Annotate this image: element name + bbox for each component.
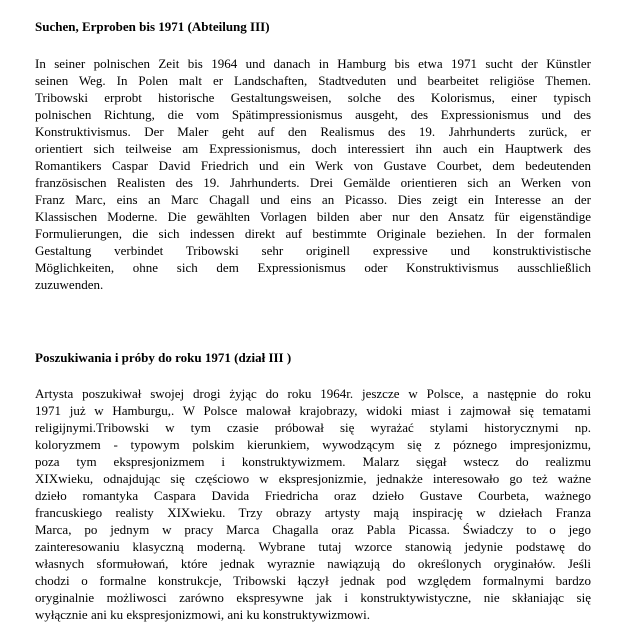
paragraph-line: zuzuwenden. xyxy=(35,277,104,292)
paragraph-line: Franz Marc, eins an Marc Chagall und eins an Picasso. Dies zeigt ein Interesse an der xyxy=(35,192,591,207)
paragraph-line: Artysta poszukiwał swojej drogi żyjąc do roku 1964r. jeszcze w Polsce, a następnie do roku xyxy=(35,386,591,401)
paragraph-line: francuskiego realisty XIXwieku. Trzy obrazy artysty mają inspirację w dziełach Franza xyxy=(35,505,591,520)
paragraph-line: Möglichkeiten, ohne sich dem Expressionismus oder Konstruktivismus ausschließlich xyxy=(35,260,591,275)
paragraph-line: Gestaltung verbindet Tribowski sehr originell expressive und konstruktivistische xyxy=(35,243,591,258)
paragraph-line: In seiner polnischen Zeit bis 1964 und danach in Hamburg bis etwa 1971 sucht der Künstler xyxy=(35,56,591,71)
paragraph-line: koloryzmem - typowym polskim kierunkiem, wywodzącym się z póznego impresjonizmu, xyxy=(35,437,591,452)
paragraph-line: własnych sformułowań, które jednak wyraznie nawiązują do określonych oryginałów. Jeśli xyxy=(35,556,591,571)
section-body-german xyxy=(35,55,591,293)
paragraph-line: dzieło romantyka Caspara Davida Friedricha oraz dzieło Gustave Courbeta, ważnego xyxy=(35,488,591,503)
section-heading-polish: Poszukiwania i próby do roku 1971 (dział III ) xyxy=(35,350,292,365)
paragraph-line: oryginalnie możliwosci zarówno ekspresywne jak i konstruktywistyczne, nie skłaniając się xyxy=(35,590,591,605)
paragraph-line: französischen Realisten des 19. Jahrhunderts. Drei Gemälde orientieren sich an Werken von xyxy=(35,175,591,190)
paragraph-line: Marca, po jednym w pracy Marca Chagalla oraz Pabla Picassa. Świadczy to o jego xyxy=(35,522,591,537)
paragraph-line: polnischen Richtung, die vom Spätimpressionismus ausgeht, des Expressionismus und des xyxy=(35,107,591,122)
paragraph-line: Formulierungen, die sich indessen direkt auf bestimmte Originale beziehen. In der formalen xyxy=(35,226,591,241)
section-heading-german: Suchen, Erproben bis 1971 (Abteilung III) xyxy=(35,19,270,34)
paragraph-line: seinen Weg. In Polen malt er Landschaften, Stadtveduten und bearbeitet religiöse Themen. xyxy=(35,73,591,88)
paragraph-line: Klassischen Moderne. Die gewählten Vorlagen bilden aber nur den Ansatz für eigenständige xyxy=(35,209,591,224)
paragraph-line: chodzi o formalne konstrukcje, Tribowski łączył jednak pod względem formalnymi bardzo xyxy=(35,573,591,588)
paragraph-line: Romantikers Caspar David Friedrich und ein Werk von Gustave Courbet, dem bedeutenden xyxy=(35,158,591,173)
paragraph-line: orientiert sich teilweise am Expressionismus, doch interessiert ihn auch ein Hauptwerk des xyxy=(35,141,591,156)
paragraph-line: XIXwieku, odnajdując się częściowo w ekspresjonizmie, jednakże interesowało go też ważne xyxy=(35,471,591,486)
paragraph-line: Tribowski erprobt historische Gestaltungsweisen, solche des Kolorismus, einer typisch xyxy=(35,90,591,105)
paragraph-line: 1971 już w Hamburgu,. W Polsce malował krajobrazy, widoki miast i zajmował się tematami xyxy=(35,403,591,418)
paragraph-line: poza tym ekspresjonizmem i konstruktywizmem. Malarz sięgał wstecz do realizmu xyxy=(35,454,591,469)
paragraph-line: Konstruktivismus. Der Maler geht auf den Realismus des 19. Jahrhunderts zurück, er xyxy=(35,124,591,139)
section-body-polish xyxy=(35,385,591,623)
paragraph-line: wyłącznie ani ku ekspresjonizmowi, ani ku konstruktywizmowi. xyxy=(35,607,371,622)
paragraph-line: zainteresowaniu klasyczną moderną. Wybrane tutaj wzorce stanowią jedynie podstawę do xyxy=(35,539,591,554)
paragraph-line: religijnymi.Tribowski w tym czasie próbował się wyrażać stylami historycznymi np. xyxy=(35,420,591,435)
